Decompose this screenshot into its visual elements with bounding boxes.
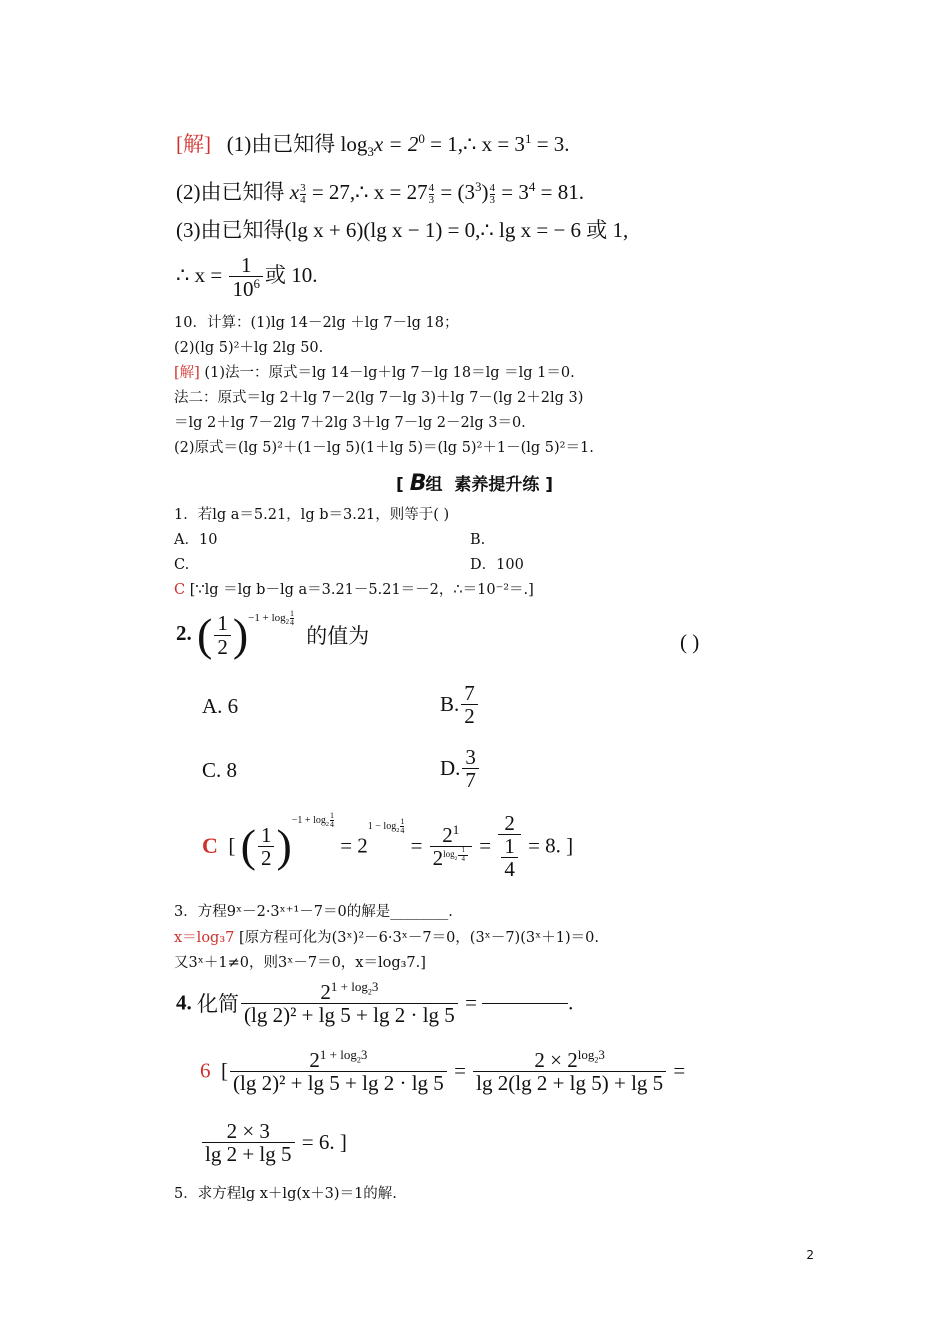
- den-exp-text: log: [443, 849, 455, 860]
- question-number: 4.: [176, 990, 192, 1015]
- solution-tag: [解]: [174, 365, 200, 381]
- exp-frac: [400, 818, 404, 835]
- group-label: 组: [425, 475, 443, 495]
- b2-option-c: C. 8: [202, 758, 238, 782]
- math-text: = 3.: [531, 132, 570, 156]
- num-base: 2: [442, 823, 453, 848]
- b3-answer-line-2: 又3ˣ＋1≠0，则3ˣ－7＝0，x＝log₃7.]: [174, 955, 426, 971]
- math-text: = 27,∴ x = 27: [306, 180, 428, 204]
- frac-den: (lg 2)² + lg 5 + lg 2 · lg 5: [241, 1003, 458, 1026]
- frac-den: (lg 2)² + lg 5 + lg 2 · lg 5: [230, 1071, 447, 1094]
- math-sup: 3: [474, 179, 482, 194]
- bracket-open: [: [396, 475, 404, 495]
- frac-den: [229, 276, 263, 300]
- exp-frac-num: 1: [400, 817, 405, 826]
- exp-sub: 2: [396, 826, 400, 834]
- b4-answer-line-2: [200, 1120, 347, 1165]
- fraction-half: [214, 612, 231, 657]
- sup-sub: 2: [356, 1055, 361, 1065]
- q10-solution-line-2: 法二：原式＝lg 2＋lg 7－2(lg 7－lg 3)＋lg 7－(lg 2＋2lg 3): [174, 390, 584, 406]
- math-text: = 81.: [535, 180, 584, 204]
- answer-letter: 6: [200, 1058, 211, 1083]
- frac-num: 7: [464, 681, 475, 705]
- exp-den: 4: [300, 194, 306, 206]
- answer-letter: C: [202, 833, 218, 859]
- exponent: [368, 818, 406, 835]
- math-text: =: [410, 833, 423, 858]
- option-label: D.: [440, 756, 461, 781]
- math-log: log: [340, 132, 368, 156]
- fraction: [229, 254, 263, 300]
- paren-open: (: [240, 820, 256, 872]
- math-text: = 8. ]: [528, 833, 574, 858]
- b2-option-a: A. 6: [202, 694, 239, 718]
- frac-num: 1: [260, 822, 272, 847]
- frac-num: 1: [504, 834, 515, 859]
- b1-option-d: D．100: [470, 557, 524, 573]
- question-label: 化简: [197, 992, 239, 1017]
- math-sup: 4: [528, 179, 536, 194]
- fraction: [230, 1048, 447, 1094]
- math-text: .: [568, 990, 574, 1015]
- q10-line-1: 10．计算：(1)lg 14－2lg ＋lg 7－lg 18；: [174, 315, 459, 331]
- b1-answer: [174, 580, 534, 600]
- exp-frac-den: 4: [290, 618, 295, 627]
- b1-option-b: B.: [470, 532, 486, 548]
- frac-num: 1: [217, 611, 228, 636]
- exp-num: 3: [300, 182, 306, 194]
- paren-close: ): [232, 609, 249, 660]
- math-text: =: [454, 1058, 466, 1083]
- exp-frac-num: 1: [461, 846, 465, 855]
- exp-frac-den: 4: [400, 826, 405, 835]
- fraction: [202, 1120, 295, 1165]
- bracket-open: [: [221, 1058, 228, 1083]
- num-base: 2: [320, 980, 331, 1004]
- math-text: = (3: [435, 180, 475, 204]
- exp-num: 4: [428, 182, 435, 194]
- sup-end: 3: [371, 979, 379, 994]
- solution-text: (1)法一：原式＝lg 14－lg＋lg 7－lg 18＝lg ＝lg 1＝0.: [199, 365, 575, 381]
- solution-part-2-label: (2)由已知得: [176, 180, 285, 204]
- b1-option-a: A．10: [174, 532, 218, 548]
- exp-text: 1 − log: [367, 820, 397, 832]
- fraction: [461, 682, 478, 727]
- solution-part-1-label: (1)由已知得: [226, 132, 336, 156]
- math-text: = 2: [340, 833, 368, 858]
- q10-line-2: (2)(lg 5)²＋lg 2lg 50.: [174, 340, 324, 356]
- frac-num: 2 × 3: [226, 1119, 270, 1143]
- solution-line-2: [176, 176, 584, 206]
- exp-den: 3: [489, 194, 495, 206]
- math-text: x = 2: [373, 132, 419, 156]
- num-sup: 1: [452, 822, 460, 838]
- exp-sub: 2: [285, 619, 290, 627]
- sup-sub: 2: [367, 987, 372, 997]
- sup-text: 1 + log: [330, 979, 368, 994]
- frac-num: [317, 980, 381, 1003]
- fraction: [473, 1048, 666, 1094]
- exp-frac-num: 1: [329, 811, 334, 820]
- sup-end: 3: [598, 1047, 605, 1062]
- frac-num: 2: [504, 811, 515, 835]
- den-exp: [443, 846, 469, 863]
- b4-answer: [200, 1048, 685, 1094]
- frac-num: [306, 1048, 370, 1071]
- frac-den: 2: [214, 635, 231, 658]
- question-text: 的值为: [306, 624, 370, 648]
- frac-num: 3: [465, 745, 476, 769]
- fraction: [430, 823, 472, 869]
- frac-num: 1: [240, 253, 252, 277]
- answer-text: [原方程可化为(3ˣ)²－6·3ˣ－7＝0，(3ˣ－7)(3ˣ＋1)＝0.: [234, 930, 599, 946]
- fraction-compound: [498, 812, 521, 880]
- math-text: 或 10.: [264, 262, 318, 287]
- solution-line-1: [176, 128, 570, 160]
- option-label: B.: [440, 692, 460, 717]
- b2-option-b: [440, 682, 480, 727]
- frac-den: 2: [258, 846, 275, 869]
- exp-frac-num: 1: [290, 609, 295, 618]
- b1-question: 1．若lg a＝5.21，lg b＝3.21，则等于( ): [174, 507, 450, 523]
- answer-text: [∵lg ＝lg b－lg a＝3.21－5.21＝－2，∴＝10⁻²＝.]: [185, 582, 534, 598]
- math-text: ): [481, 180, 489, 204]
- b2-question: [176, 609, 370, 660]
- fraction-half: [258, 824, 275, 869]
- fraction: [241, 980, 458, 1026]
- num-sup: [330, 979, 379, 997]
- b1-option-c: C.: [174, 557, 190, 573]
- math-text: = 1,∴ x = 3: [424, 132, 525, 156]
- exp-frac-den: 4: [458, 855, 468, 863]
- math-text: = 3: [496, 180, 529, 204]
- frac-den-sup: 6: [253, 276, 260, 292]
- exp-frac: [330, 812, 334, 829]
- exp-sub: 2: [454, 855, 458, 862]
- math-text: = 6. ]: [301, 1130, 347, 1155]
- frac-num: [439, 823, 462, 846]
- frac-den: 4: [501, 857, 518, 880]
- math-text: =: [673, 1058, 686, 1083]
- sup-sub: 2: [594, 1055, 599, 1065]
- num-base: 2 × 2: [534, 1048, 578, 1072]
- frac-den: lg 2(lg 2 + lg 5) + lg 5: [473, 1071, 666, 1094]
- sup-text: 1 + log: [319, 1047, 357, 1062]
- q10-solution-line-3: ＝lg 2＋lg 7－2lg 7＋2lg 3＋lg 7－lg 2－2lg 3＝0.: [174, 415, 526, 431]
- sup-end: 3: [360, 1047, 368, 1062]
- frac-den: [430, 846, 472, 869]
- exponent: [248, 610, 295, 627]
- answer-blank: [482, 1003, 568, 1004]
- b2-answer: [202, 812, 573, 880]
- math-text: ∴ x =: [176, 262, 228, 287]
- frac-num: [531, 1048, 608, 1071]
- b2-answer-blank: ( ): [680, 630, 700, 654]
- math-sup: 0: [418, 131, 425, 146]
- exp-frac: [458, 847, 468, 863]
- exponent: [292, 812, 335, 829]
- math-var: x: [289, 180, 300, 204]
- b3-answer: [174, 928, 599, 948]
- fraction: [462, 746, 479, 791]
- num-sup: [577, 1047, 605, 1065]
- exp-num: 4: [489, 182, 495, 194]
- q10-solution-line-4: (2)原式＝(lg 5)²＋(1－lg 5)(1＋lg 5)＝(lg 5)²＋1－(lg 5)²＝1.: [174, 440, 594, 456]
- answer-letter: C: [174, 582, 186, 598]
- exp-sub: 2: [325, 820, 329, 828]
- bracket-close: ]: [545, 475, 554, 495]
- inner-fraction: [501, 835, 518, 880]
- math-sup: 1: [524, 131, 532, 146]
- section-header: [396, 470, 553, 496]
- num-base: 2: [309, 1048, 320, 1072]
- b2-option-d: [440, 746, 481, 791]
- sup-text: log: [577, 1047, 595, 1062]
- solution-tag: [解]: [176, 132, 211, 156]
- frac-den: 2: [461, 704, 478, 727]
- solution-line-4: [176, 254, 317, 300]
- group-letter: B: [409, 471, 426, 496]
- paren-open: (: [197, 609, 213, 660]
- frac-den-base: 10: [232, 277, 254, 302]
- num-sup: [319, 1047, 368, 1065]
- solution-line-3: (3)由已知得(lg x + 6)(lg x − 1) = 0,∴ lg x = − 6 或 1,: [176, 218, 629, 242]
- q10-solution-line-1: [174, 363, 575, 383]
- den-base: 2: [432, 846, 444, 871]
- exp-den: 3: [428, 194, 435, 206]
- exp-frac-den: 4: [329, 820, 334, 829]
- exponent-fraction: [429, 183, 435, 206]
- frac-den: 7: [462, 768, 479, 791]
- exponent-fraction: [300, 183, 306, 206]
- paren-close: ): [276, 820, 292, 872]
- exp-text: −1 + log: [248, 612, 286, 625]
- b3-question: 3．方程9ˣ－2·3ˣ⁺¹－7＝0的解是________.: [174, 904, 453, 920]
- answer-value: x＝log₃7: [174, 930, 235, 946]
- section-title: 素养提升练: [454, 475, 540, 495]
- math-sub: 3: [367, 144, 374, 160]
- exp-frac: [290, 610, 294, 627]
- math-text: =: [465, 990, 477, 1015]
- question-number: 2.: [176, 620, 192, 645]
- exp-text: −1 + log: [291, 814, 326, 826]
- bracket-open: [: [228, 833, 236, 858]
- exponent-fraction: [490, 183, 496, 206]
- b4-question: [176, 980, 573, 1026]
- page-number: 2: [806, 1248, 814, 1262]
- b5-question: 5．求方程lg x＋lg(x＋3)＝1的解.: [174, 1186, 397, 1202]
- math-text: =: [479, 833, 492, 858]
- frac-den: [498, 834, 521, 880]
- frac-den: lg 2 + lg 5: [202, 1142, 295, 1165]
